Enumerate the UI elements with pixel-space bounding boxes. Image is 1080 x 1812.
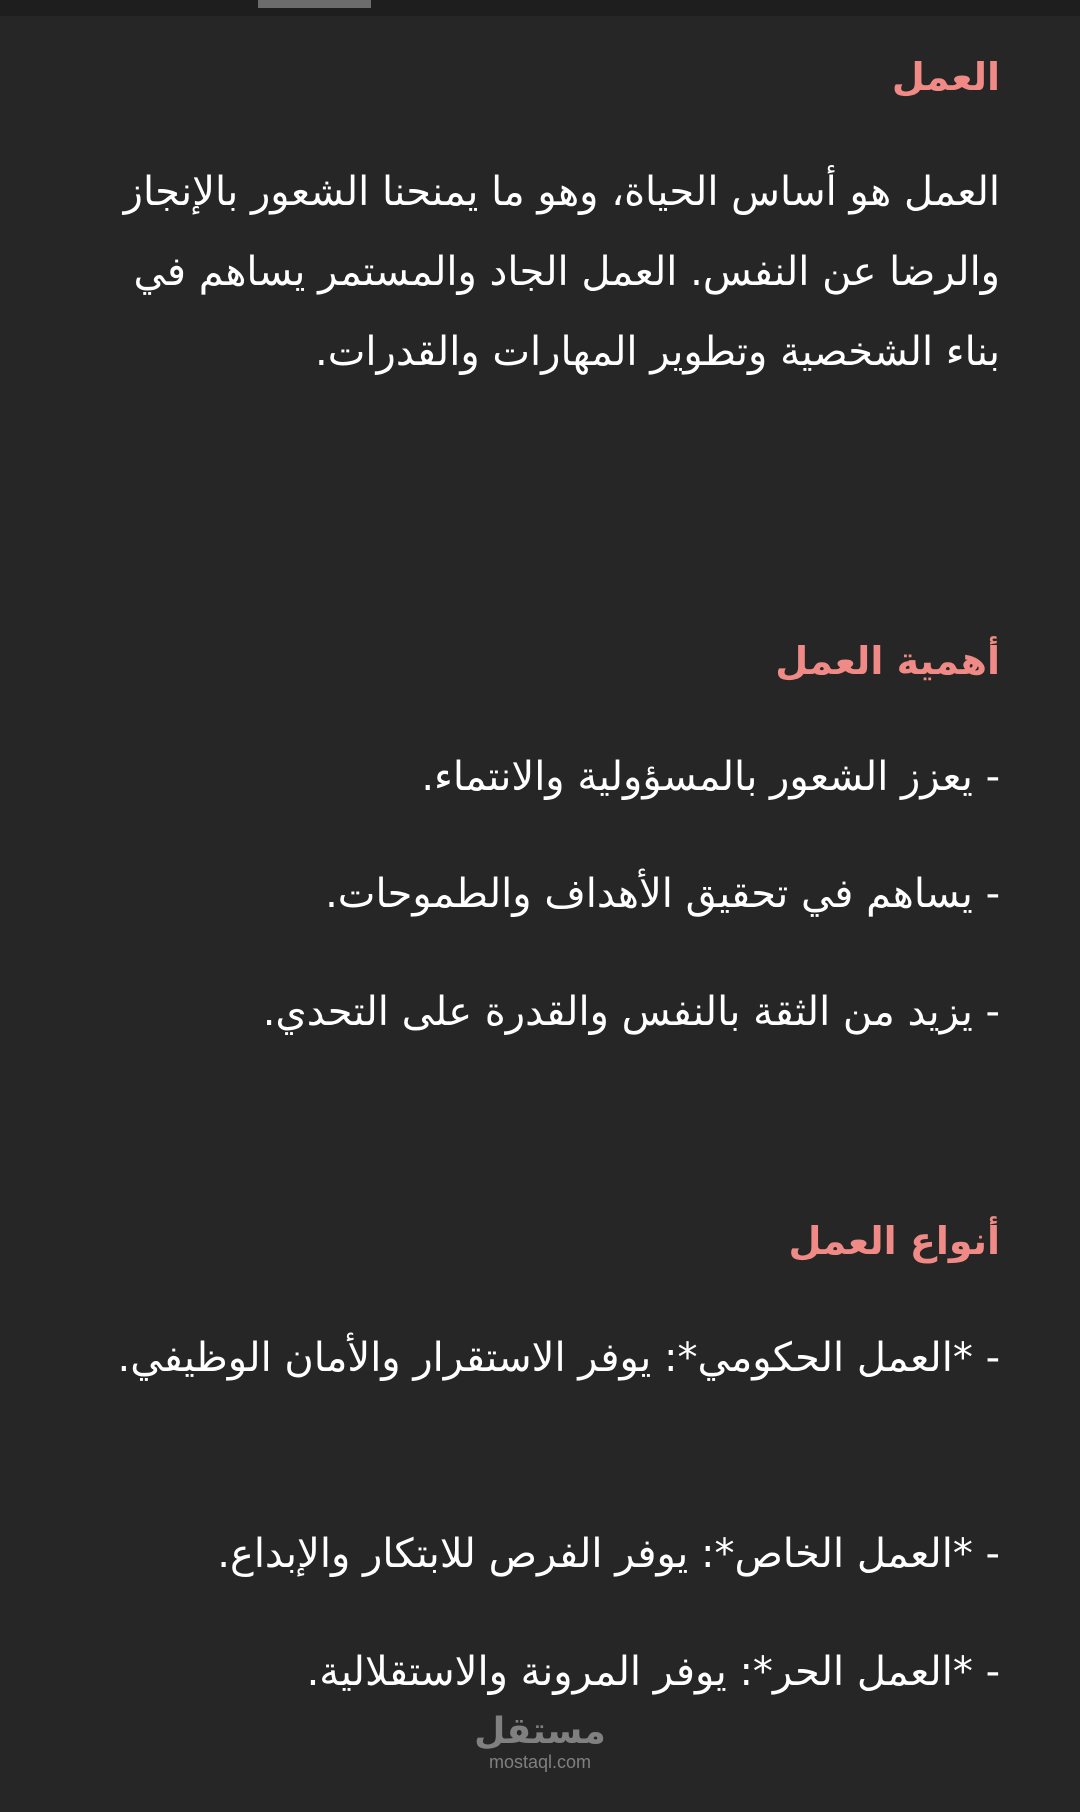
list-item: - *العمل الحكومي*: يوفر الاستقرار والأمان الوظيفي. (117, 1335, 1000, 1381)
list-item: - *العمل الحر*: يوفر المرونة والاستقلالية. (306, 1649, 1000, 1695)
list-item: - يعزز الشعور بالمسؤولية والانتماء. (421, 754, 1000, 800)
list-item: - يزيد من الثقة بالنفس والقدرة على التحدي. (262, 989, 1000, 1035)
section-paragraph-work: العمل هو أساس الحياة، وهو ما يمنحنا الشعور بالإنجاز والرضا عن النفس. العمل الجاد والمستمر يساهم في بناء الشخصية وتطوير المهارات والقدرات. (123, 169, 1000, 375)
watermark-latin: mostaql.com (488, 1752, 592, 1772)
section-heading-types: أنواع العمل (788, 1219, 1000, 1263)
watermark-logo (470, 1712, 610, 1772)
list-item: - *العمل الخاص*: يوفر الفرص للابتكار والإبداع. (217, 1531, 1000, 1577)
section-heading-work: العمل (891, 55, 1000, 99)
watermark-arabic: مستقل (474, 1711, 606, 1752)
list-item: - يساهم في تحقيق الأهداف والطموحات. (325, 871, 1000, 917)
section-heading-importance: أهمية العمل (775, 639, 1000, 683)
